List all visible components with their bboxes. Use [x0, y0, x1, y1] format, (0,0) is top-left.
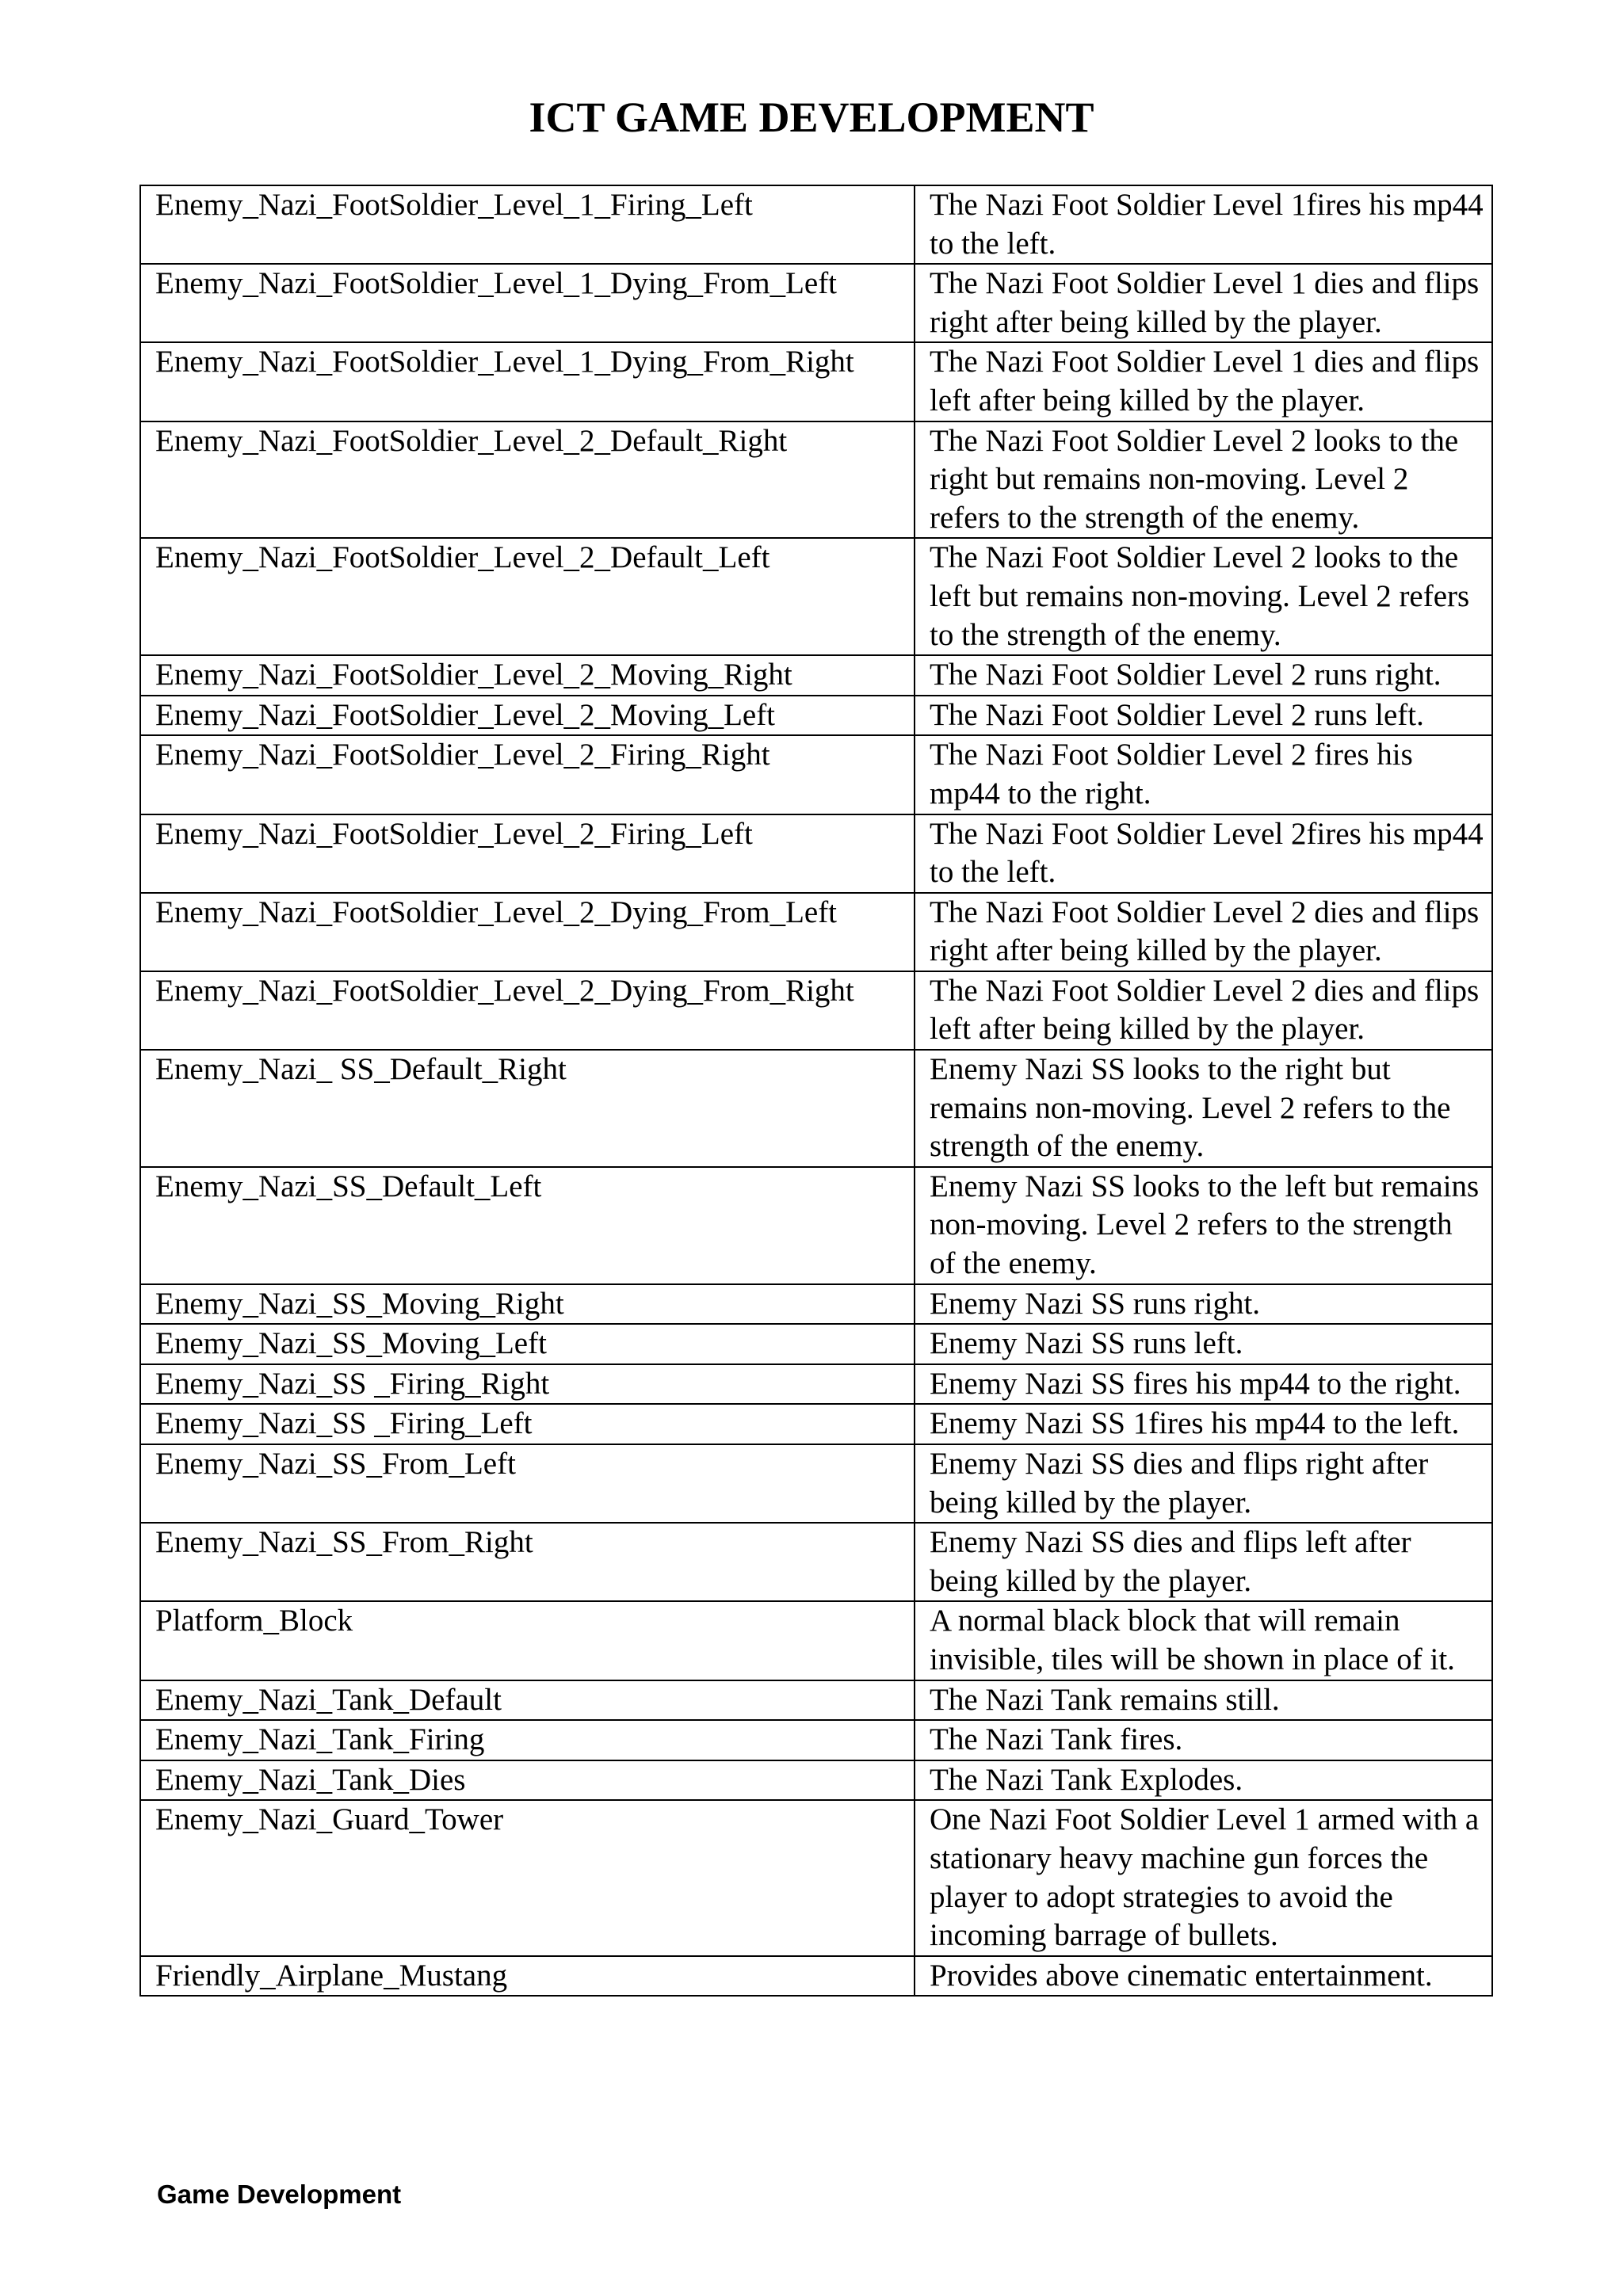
sprite-description-cell: The Nazi Tank fires. — [915, 1720, 1492, 1760]
sprite-name-cell: Enemy_Nazi_FootSoldier_Level_2_Default_Left — [140, 538, 915, 655]
sprite-description-cell: The Nazi Foot Soldier Level 2 looks to the left but remains non-moving. Level 2 refers to the strength of the enemy. — [915, 538, 1492, 655]
sprite-name-cell: Enemy_Nazi_Tank_Dies — [140, 1760, 915, 1801]
sprite-name-cell: Enemy_Nazi_ SS_Default_Right — [140, 1050, 915, 1167]
sprite-description-cell: The Nazi Foot Soldier Level 2fires his mp44 to the left. — [915, 814, 1492, 893]
table-row — [140, 814, 1492, 893]
page-title: ICT GAME DEVELOPMENT — [529, 93, 1094, 141]
sprite-name-cell: Enemy_Nazi_SS _Firing_Left — [140, 1404, 915, 1444]
sprite-description-cell: Enemy Nazi SS runs left. — [915, 1324, 1492, 1364]
sprite-description-cell: Enemy Nazi SS looks to the right but remains non-moving. Level 2 refers to the strength of the enemy. — [915, 1050, 1492, 1167]
sprite-name-cell: Enemy_Nazi_FootSoldier_Level_2_Dying_From_Left — [140, 893, 915, 971]
sprite-name-cell: Enemy_Nazi_SS_From_Left — [140, 1444, 915, 1523]
sprite-name-cell: Enemy_Nazi_FootSoldier_Level_2_Dying_From_Right — [140, 971, 915, 1050]
sprite-description-cell: One Nazi Foot Soldier Level 1 armed with a stationary heavy machine gun forces the player to adopt strategies to avoid the incoming barrage of bullets. — [915, 1800, 1492, 1955]
sprite-description-cell: The Nazi Foot Soldier Level 1 dies and flips right after being killed by the player. — [915, 264, 1492, 342]
sprite-description-cell: Enemy Nazi SS looks to the left but remains non-moving. Level 2 refers to the strength of the enemy. — [915, 1167, 1492, 1284]
table-row — [140, 1523, 1492, 1601]
table-row — [140, 1444, 1492, 1523]
sprite-description-cell: The Nazi Foot Soldier Level 1 dies and flips left after being killed by the player. — [915, 342, 1492, 421]
sprite-description-cell: The Nazi Tank Explodes. — [915, 1760, 1492, 1801]
table-row — [140, 696, 1492, 736]
sprite-name-cell: Platform_Block — [140, 1601, 915, 1680]
sprite-description-cell: Enemy Nazi SS 1fires his mp44 to the left. — [915, 1404, 1492, 1444]
sprite-description-cell: Enemy Nazi SS dies and flips left after being killed by the player. — [915, 1523, 1492, 1601]
sprite-name-cell: Enemy_Nazi_FootSoldier_Level_2_Firing_Left — [140, 814, 915, 893]
table-row — [140, 1800, 1492, 1955]
sprite-name-cell: Enemy_Nazi_FootSoldier_Level_1_Firing_Left — [140, 185, 915, 264]
table-row — [140, 1050, 1492, 1167]
sprite-description-cell: The Nazi Foot Soldier Level 2 dies and flips left after being killed by the player. — [915, 971, 1492, 1050]
sprite-name-cell: Enemy_Nazi_FootSoldier_Level_2_Moving_Right — [140, 655, 915, 696]
sprite-name-cell: Enemy_Nazi_SS_Moving_Right — [140, 1284, 915, 1325]
sprite-name-cell: Enemy_Nazi_Tank_Firing — [140, 1720, 915, 1760]
table-row — [140, 421, 1492, 539]
table-row — [140, 735, 1492, 814]
sprite-description-cell: The Nazi Tank remains still. — [915, 1680, 1492, 1721]
table-row — [140, 1364, 1492, 1405]
sprite-description-cell: Enemy Nazi SS dies and flips right after being killed by the player. — [915, 1444, 1492, 1523]
table-row — [140, 1284, 1492, 1325]
sprite-description-cell: The Nazi Foot Soldier Level 1fires his mp44 to the left. — [915, 185, 1492, 264]
table-row — [140, 342, 1492, 421]
sprite-description-cell: Enemy Nazi SS runs right. — [915, 1284, 1492, 1325]
sprite-description-cell: A normal black block that will remain invisible, tiles will be shown in place of it. — [915, 1601, 1492, 1680]
sprite-name-cell: Enemy_Nazi_FootSoldier_Level_1_Dying_From_Left — [140, 264, 915, 342]
sprite-name-cell: Enemy_Nazi_FootSoldier_Level_2_Firing_Right — [140, 735, 915, 814]
sprite-table-body — [140, 185, 1492, 1996]
table-row — [140, 1601, 1492, 1680]
table-row — [140, 655, 1492, 696]
sprite-name-cell: Enemy_Nazi_FootSoldier_Level_1_Dying_From_Right — [140, 342, 915, 421]
sprite-description-cell: The Nazi Foot Soldier Level 2 runs right. — [915, 655, 1492, 696]
sprite-description-cell: The Nazi Foot Soldier Level 2 dies and flips right after being killed by the player. — [915, 893, 1492, 971]
sprite-name-cell: Enemy_Nazi_SS _Firing_Right — [140, 1364, 915, 1405]
sprite-name-cell: Enemy_Nazi_Tank_Default — [140, 1680, 915, 1721]
sprite-name-cell: Enemy_Nazi_SS_Moving_Left — [140, 1324, 915, 1364]
table-row — [140, 971, 1492, 1050]
table-row — [140, 1167, 1492, 1284]
sprite-description-cell: The Nazi Foot Soldier Level 2 looks to the right but remains non-moving. Level 2 refers to the strength of the enemy. — [915, 421, 1492, 539]
sprite-name-cell: Enemy_Nazi_FootSoldier_Level_2_Default_Right — [140, 421, 915, 539]
table-row — [140, 185, 1492, 264]
table-row — [140, 538, 1492, 655]
sprite-name-cell: Enemy_Nazi_FootSoldier_Level_2_Moving_Left — [140, 696, 915, 736]
table-row — [140, 1956, 1492, 1997]
page-footer: Game Development — [157, 2180, 402, 2209]
table-row — [140, 1680, 1492, 1721]
table-row — [140, 1404, 1492, 1444]
sprite-description-cell: The Nazi Foot Soldier Level 2 fires his mp44 to the right. — [915, 735, 1492, 814]
sprite-name-cell: Enemy_Nazi_Guard_Tower — [140, 1800, 915, 1955]
sprite-table-container — [139, 185, 1491, 1997]
sprite-description-cell: Provides above cinematic entertainment. — [915, 1956, 1492, 1997]
sprite-name-cell: Enemy_Nazi_SS_Default_Left — [140, 1167, 915, 1284]
table-row — [140, 1324, 1492, 1364]
sprite-name-cell: Enemy_Nazi_SS_From_Right — [140, 1523, 915, 1601]
sprite-description-cell: The Nazi Foot Soldier Level 2 runs left. — [915, 696, 1492, 736]
table-row — [140, 893, 1492, 971]
sprite-table — [139, 185, 1493, 1997]
sprite-description-cell: Enemy Nazi SS fires his mp44 to the right. — [915, 1364, 1492, 1405]
table-row — [140, 1720, 1492, 1760]
table-row — [140, 264, 1492, 342]
sprite-name-cell: Friendly_Airplane_Mustang — [140, 1956, 915, 1997]
table-row — [140, 1760, 1492, 1801]
